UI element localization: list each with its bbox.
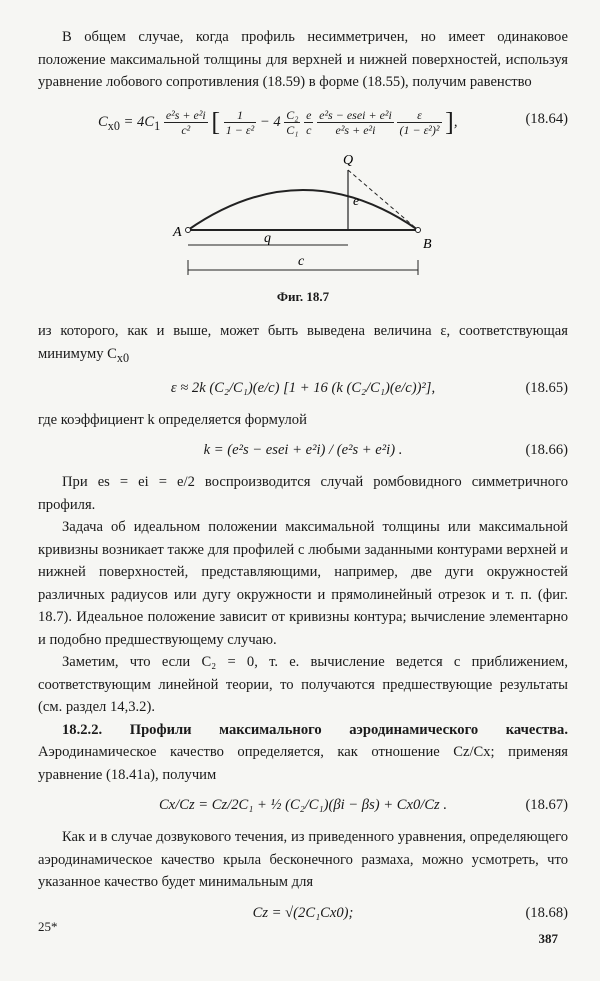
signature-mark: 25* [38, 919, 58, 934]
paragraph-6: Заметим, что если C₂ = 0, т. е. вычисление ведется с приближением, соответствующим линейной теории, то получаются предшествующие результаты (см. раздел 14,3.2). [38, 654, 568, 716]
paragraph-8: Как и в случае дозвукового течения, из приведенного уравнения, определяющего аэродинамическое качество крыла бесконечного размаха, можно усмотреть, что указанное качество будет минимальным для [38, 829, 568, 891]
equation-18-64: $C_{x0} = 4C_1$ $\frac{\text{e²s + e²i}}{\text{c²}}$ [ $\frac{1}{\text{1 − ε²}}$ − 4 $\frac{\text{C₂}}{\text{C₁}}$ $\frac{e}{c}$ $\frac{\text{e²s − esei + e²i}}{\text{e²s + e²i}}$ $\frac{\varepsilon}{\text{(1 − ε²)²}}$ ], (18.64) [98, 106, 568, 137]
figure-caption: Фиг. 18.7 [276, 288, 330, 304]
paragraph-3: где коэффициент k определяется формулой [38, 411, 307, 428]
equation-18-66: k = (e²s − esei + e²i) / (e²s + e²i) . (18.66) [203, 442, 568, 459]
equation-18-65: ε ≈ 2k (C₂/C₁)(e/c) [1 + 16 (k (C₂/C₁)(e/c))²], (18.65) [170, 379, 568, 396]
label-Q: Q [343, 152, 354, 168]
section-title: 18.2.2. Профили максимального аэродинамического качества. [62, 721, 568, 738]
page-content [38, 26, 568, 934]
label-c: c [298, 253, 305, 269]
paragraph-5: Задача об идеальном положении максимальной толщины или максимальной кривизны возникает также для профилей с любыми заданными контурами верхней и нижней поверхностей, представляющими, например, две дуги окружностей различных радиусов или дугу окружности и прямолинейный отрезок и т. п. (фиг. 18.7). Идеальное положение зависит от кривизны контура; вычисление элементарно и подобно предшествующему случаю. [38, 519, 568, 648]
section-paragraph: 18.2.2. Профили максимального аэродинамического качества. Аэродинамическое качество определяется, как отношение Cz/Cx; применяя уравнение (18.41а), получим [38, 721, 568, 783]
label-A: A [173, 224, 182, 240]
equation-18-67: Cx/Cz = Cz/2C₁ + ½ (C₂/C₁)(βi − βs) + Cx0/Cz . (18.67) [158, 797, 568, 814]
paragraph-4: При es = ei = e/2 воспроизводится случай ромбовидного симметричного профиля. [38, 474, 568, 513]
figure-18-7 [38, 150, 568, 280]
paragraph-2: из которого, как и выше, может быть выведена величина ε, соответствующая минимуму $C_{x0}$ [38, 323, 568, 365]
airfoil-diagram [38, 150, 568, 280]
paragraph-1: В общем случае, когда профиль несимметричен, но имеет одинаковое положение максимальной толщины для верхней и нижней поверхностей, используя уравнение лобового сопротивления (18.59) в форме (18.55), получим равенство [38, 29, 568, 90]
equation-18-68: Cz = √(2C₁Cx0); (18.68) [252, 904, 568, 921]
label-B: B [423, 236, 432, 252]
label-q: q [264, 230, 271, 246]
label-e: e [353, 193, 360, 209]
page-number: 387 [538, 931, 558, 946]
equation-number: (18.64) [525, 110, 568, 127]
